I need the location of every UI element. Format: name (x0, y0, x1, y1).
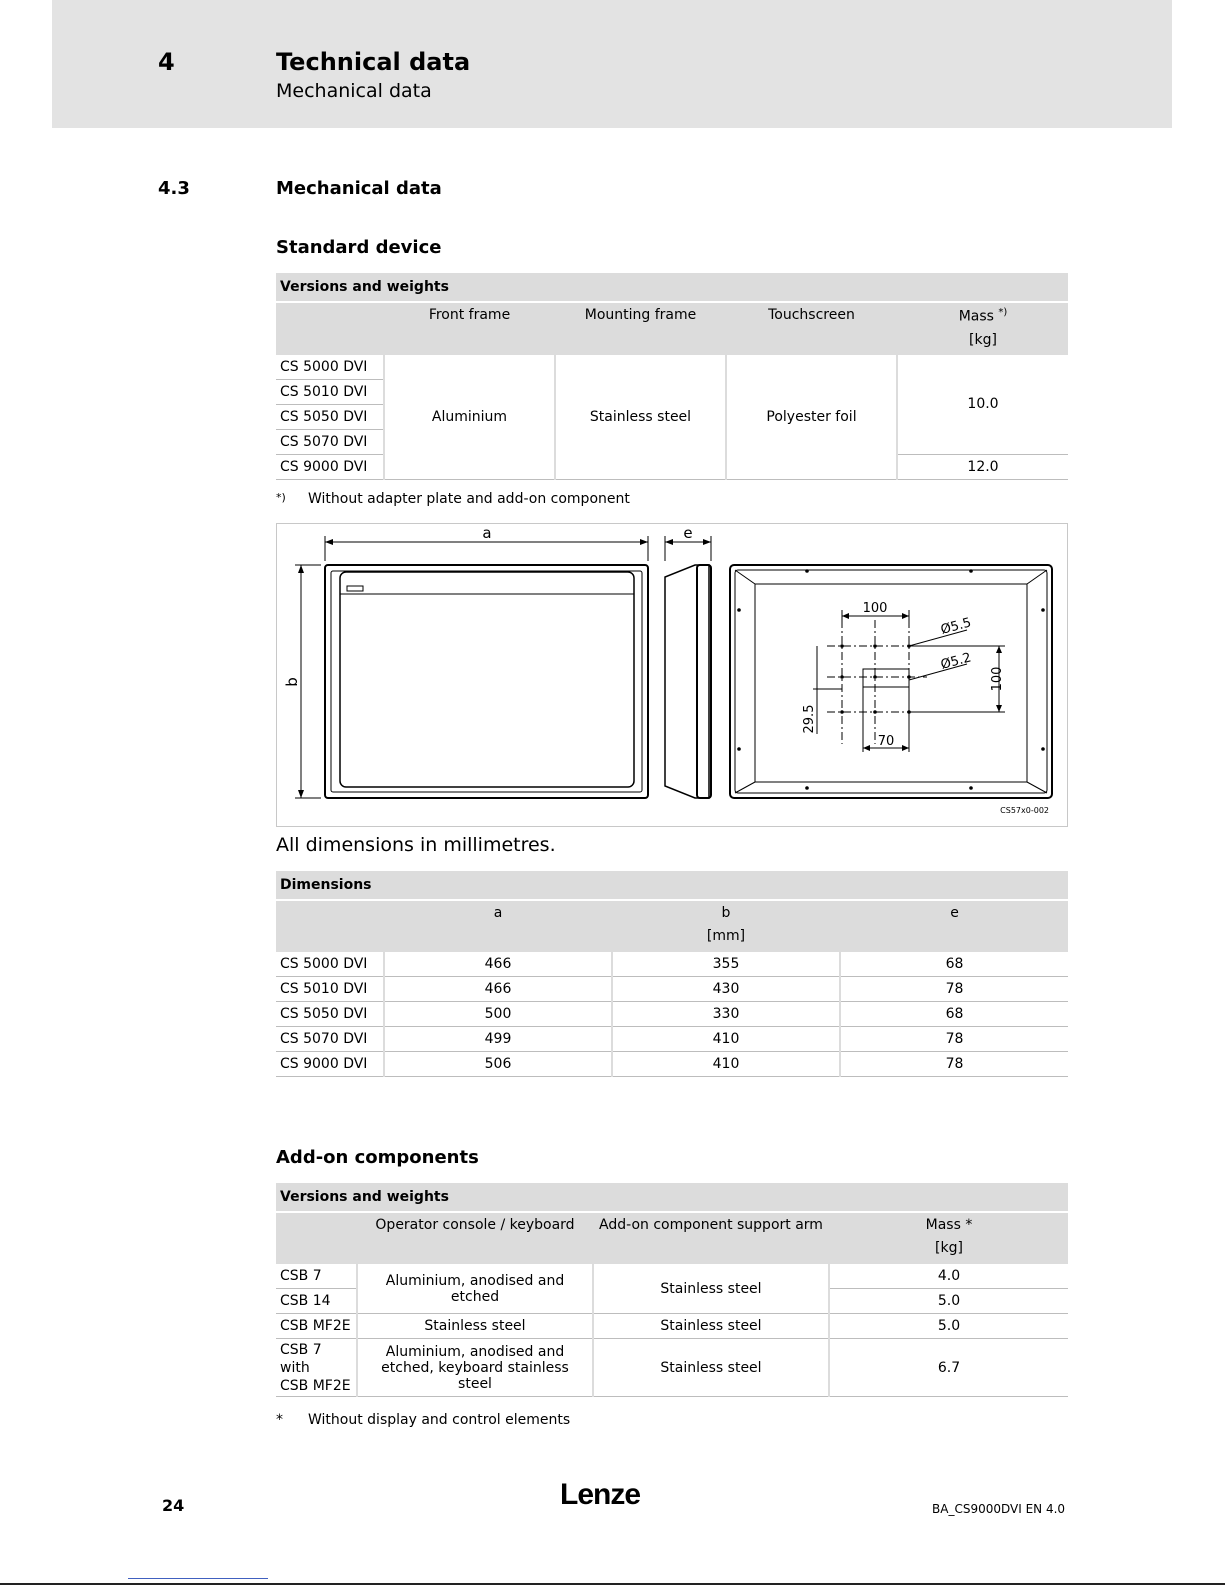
a-cell: 466 (384, 952, 612, 977)
b-cell: 410 (612, 1027, 840, 1052)
a-cell: 499 (384, 1027, 612, 1052)
mass-cell: 10.0 (897, 355, 1068, 455)
section-title: Mechanical data (276, 178, 442, 199)
dim-100-side: 100 (990, 666, 1005, 692)
model-cell: CS 9000 DVI (276, 454, 384, 479)
e-cell: 68 (840, 952, 1068, 977)
addon-components-heading: Add-on components (276, 1147, 479, 1168)
table-caption: Versions and weights (276, 273, 1068, 302)
e-cell: 78 (840, 977, 1068, 1002)
footnote-mark: * (276, 1412, 283, 1428)
dim-100-top: 100 (862, 601, 888, 616)
model-cell: CS 5070 DVI (276, 429, 384, 454)
header-empty (276, 302, 384, 355)
a-cell: 466 (384, 977, 612, 1002)
dim-unit: [mm] (706, 928, 746, 944)
section-number: 4.3 (158, 178, 190, 199)
model-line: with (280, 1359, 310, 1376)
dimensions-table (276, 871, 1068, 1077)
drawing-svg (277, 524, 1067, 826)
b-cell: 330 (612, 1002, 840, 1027)
table-row (276, 952, 1068, 977)
table-row (276, 1002, 1068, 1027)
a-cell: 500 (384, 1002, 612, 1027)
link-underline (128, 1578, 268, 1579)
b-cell: 355 (612, 952, 840, 977)
mass-unit: [kg] (969, 331, 997, 348)
model-line: CSB 7 (280, 1341, 322, 1358)
lenze-logo: Lenze (560, 1478, 641, 1511)
model-cell: CSB 14 (276, 1289, 357, 1314)
dim-label-a: a (482, 524, 492, 542)
header-empty (276, 1212, 357, 1264)
dim-label-b: b (283, 677, 301, 687)
dim-hole-52: Ø5.2 (939, 650, 973, 673)
header-console: Operator console / keyboard (357, 1212, 593, 1264)
model-cell: CSB 7 (276, 1264, 357, 1289)
header-a: a (384, 900, 612, 952)
model-cell: CS 5000 DVI (276, 355, 384, 380)
addon-table (276, 1183, 1068, 1397)
console-cell: Aluminium, anodised and etched (357, 1264, 593, 1314)
touchscreen-cell: Polyester foil (726, 355, 897, 480)
mass-cell: 5.0 (829, 1289, 1068, 1314)
table-row (276, 1052, 1068, 1077)
table-caption: Versions and weights (276, 1183, 1068, 1212)
versions-weights-table (276, 273, 1068, 480)
header-empty (276, 900, 384, 952)
header-front-frame: Front frame (384, 302, 555, 355)
dim-hole-55: Ø5.5 (939, 615, 973, 638)
model-cell (276, 1339, 357, 1397)
table-row (276, 977, 1068, 1002)
header-touchscreen: Touchscreen (726, 302, 897, 355)
arm-cell: Stainless steel (593, 1314, 829, 1339)
chapter-number: 4 (158, 48, 175, 76)
mass-label: Mass (958, 308, 994, 325)
mass-cell: 12.0 (897, 454, 1068, 479)
dim-29-5: 29.5 (802, 704, 817, 734)
chapter-title: Technical data (276, 48, 471, 76)
page-number: 24 (162, 1496, 185, 1515)
mass-unit: [kg] (935, 1240, 963, 1256)
b-cell: 410 (612, 1052, 840, 1077)
model-cell: CS 5000 DVI (276, 952, 384, 977)
all-dimensions-note: All dimensions in millimetres. (276, 834, 556, 856)
footnote-mark: *) (276, 491, 286, 504)
footnote-text: Without display and control elements (308, 1412, 571, 1428)
console-cell: Aluminium, anodised and etched, keyboard stainless steel (357, 1339, 593, 1397)
model-cell: CS 5050 DVI (276, 1002, 384, 1027)
mass-cell: 4.0 (829, 1264, 1068, 1289)
e-cell: 78 (840, 1052, 1068, 1077)
header-e: e (840, 900, 1068, 952)
mounting-frame-cell: Stainless steel (555, 355, 726, 480)
e-cell: 68 (840, 1002, 1068, 1027)
document-id: BA_CS9000DVI EN 4.0 (932, 1502, 1066, 1516)
header-b (612, 900, 840, 952)
chapter-header-band (52, 0, 1172, 128)
front-frame-cell: Aluminium (384, 355, 555, 480)
dimension-drawing (276, 523, 1068, 827)
drawing-reference: CS57x0-002 (1000, 806, 1049, 815)
standard-device-heading: Standard device (276, 237, 442, 258)
arm-cell: Stainless steel (593, 1264, 829, 1314)
header-mass (829, 1212, 1068, 1264)
mass-cell: 5.0 (829, 1314, 1068, 1339)
model-line: CSB MF2E (280, 1377, 351, 1394)
header-mass (897, 302, 1068, 355)
mass-note: *) (998, 307, 1008, 318)
b-cell: 430 (612, 977, 840, 1002)
table-row (276, 1027, 1068, 1052)
e-cell: 78 (840, 1027, 1068, 1052)
dim-70: 70 (877, 734, 895, 749)
model-cell: CSB MF2E (276, 1314, 357, 1339)
mass-cell: 6.7 (829, 1339, 1068, 1397)
chapter-subtitle: Mechanical data (276, 80, 432, 102)
footnote-text: Without adapter plate and add-on component (308, 491, 630, 507)
console-cell: Stainless steel (357, 1314, 593, 1339)
b-label: b (721, 905, 731, 921)
model-cell: CS 5010 DVI (276, 977, 384, 1002)
arm-cell: Stainless steel (593, 1339, 829, 1397)
model-cell: CS 5070 DVI (276, 1027, 384, 1052)
mass-label: Mass * (925, 1217, 973, 1233)
header-support-arm: Add-on component support arm (593, 1212, 829, 1264)
a-cell: 506 (384, 1052, 612, 1077)
model-cell: CS 5050 DVI (276, 404, 384, 429)
model-cell: CS 9000 DVI (276, 1052, 384, 1077)
header-mounting-frame: Mounting frame (555, 302, 726, 355)
model-cell: CS 5010 DVI (276, 379, 384, 404)
table-caption: Dimensions (276, 871, 1068, 900)
dim-label-e: e (683, 524, 693, 542)
